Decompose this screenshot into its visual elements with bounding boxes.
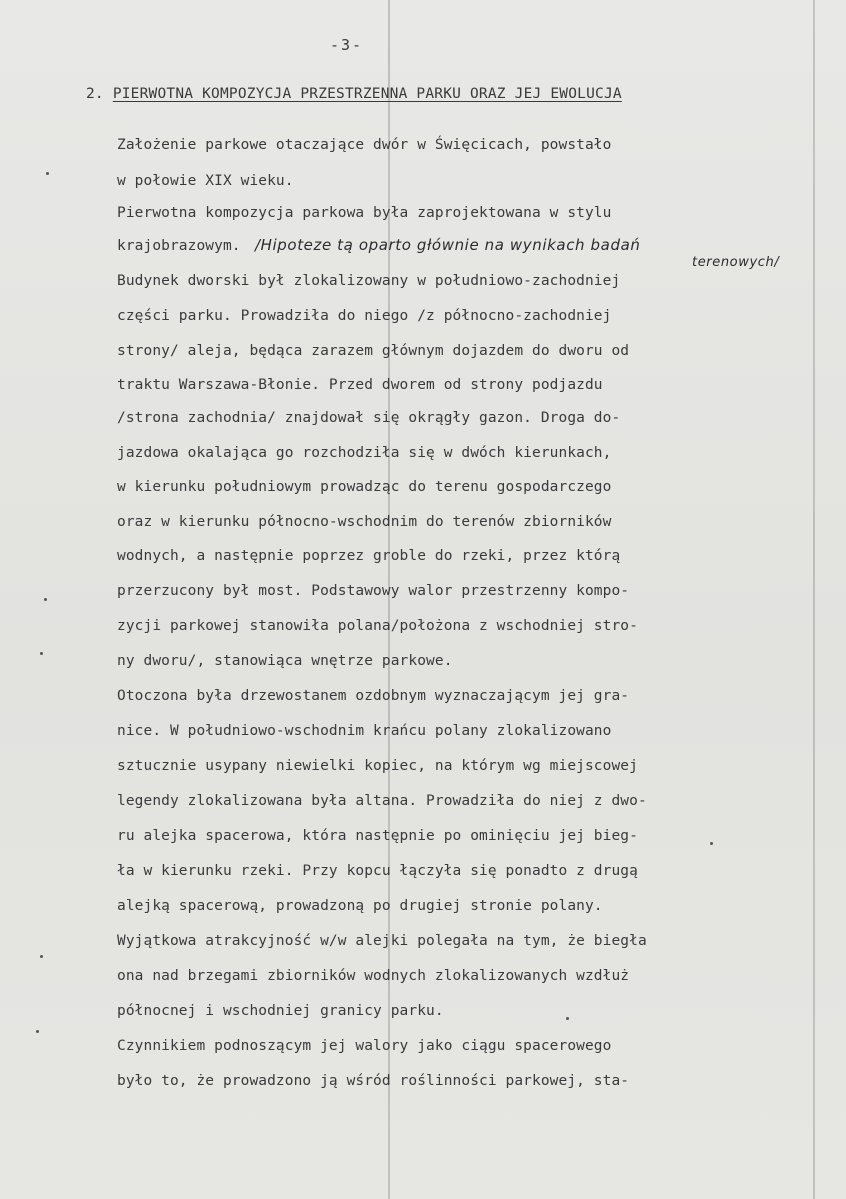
- section-number: 2.: [86, 86, 104, 102]
- text-line: jazdowa okalająca go rozchodziła się w dwóch kierunkach,: [117, 445, 612, 461]
- text-line: części parku. Prowadziła do niego /z północno-zachodniej: [117, 308, 612, 324]
- paper-speck: [44, 598, 47, 601]
- text-line: alejką spacerową, prowadzoną po drugiej stronie polany.: [117, 898, 603, 914]
- text-line: ła w kierunku rzeki. Przy kopcu łączyła się ponadto z drugą: [117, 863, 638, 879]
- paper-speck: [710, 842, 713, 845]
- paper-fold-line: [388, 0, 390, 1199]
- text-line: strony/ aleja, będąca zarazem głównym dojazdem do dworu od: [117, 343, 630, 359]
- text-line: w połowie XIX wieku.: [117, 173, 294, 189]
- text-line: krajobrazowym.: [117, 238, 241, 254]
- text-line: w kierunku południowym prowadząc do terenu gospodarczego: [117, 479, 612, 495]
- text-line: nice. W południowo-wschodnim krańcu polany zlokalizowano: [117, 723, 612, 739]
- text-line: było to, że prowadzono ją wśród roślinności parkowej, sta-: [117, 1073, 630, 1089]
- handwritten-note: /Hipoteze tą oparto głównie na wynikach badań: [255, 236, 641, 254]
- paper-speck: [36, 1030, 39, 1033]
- paper-speck: [46, 172, 49, 175]
- text-line: legendy zlokalizowana była altana. Prowadziła do niej z dwo-: [117, 793, 647, 809]
- paper-speck: [40, 652, 43, 655]
- text-line: przerzucony był most. Podstawowy walor przestrzenny kompo-: [117, 583, 630, 599]
- text-line: Budynek dworski był zlokalizowany w południowo-zachodniej: [117, 273, 621, 289]
- text-line: traktu Warszawa-Błonie. Przed dworem od strony podjazdu: [117, 377, 603, 393]
- text-line: Założenie parkowe otaczające dwór w Święcicach, powstało: [117, 137, 612, 153]
- text-line: sztucznie usypany niewielki kopiec, na którym wg miejscowej: [117, 758, 638, 774]
- text-line: oraz w kierunku północno-wschodnim do terenów zbiorników: [117, 514, 612, 530]
- text-line: Otoczona była drzewostanem ozdobnym wyznaczającym jej gra-: [117, 688, 630, 704]
- text-line: zycji parkowej stanowiła polana/położona z wschodniej stro-: [117, 618, 638, 634]
- text-line: północnej i wschodniej granicy parku.: [117, 1003, 444, 1019]
- paper-speck: [566, 1017, 569, 1020]
- section-title: PIERWOTNA KOMPOZYCJA PRZESTRZENNA PARKU ORAZ JEJ EWOLUCJA: [112, 86, 622, 102]
- text-line: ny dworu/, stanowiąca wnętrze parkowe.: [117, 653, 453, 669]
- text-line: Wyjątkowa atrakcyjność w/w alejki polegała na tym, że biegła: [117, 933, 647, 949]
- section-heading: [86, 86, 622, 102]
- text-line: wodnych, a następnie poprzez groble do rzeki, przez którą: [117, 548, 621, 564]
- page-number: -3-: [330, 36, 364, 54]
- text-line: ona nad brzegami zbiorników wodnych zlokalizowanych wzdłuż: [117, 968, 630, 984]
- text-line: Pierwotna kompozycja parkowa była zaprojektowana w stylu: [117, 205, 612, 221]
- paper-edge-line: [813, 0, 815, 1199]
- text-line: /strona zachodnia/ znajdował się okrągły gazon. Droga do-: [117, 410, 621, 426]
- text-line: ru alejka spacerowa, która następnie po ominięciu jej bieg-: [117, 828, 638, 844]
- paper-speck: [40, 955, 43, 958]
- handwritten-note-continuation: terenowych/: [692, 255, 780, 270]
- text-line: Czynnikiem podnoszącym jej walory jako ciągu spacerowego: [117, 1038, 612, 1054]
